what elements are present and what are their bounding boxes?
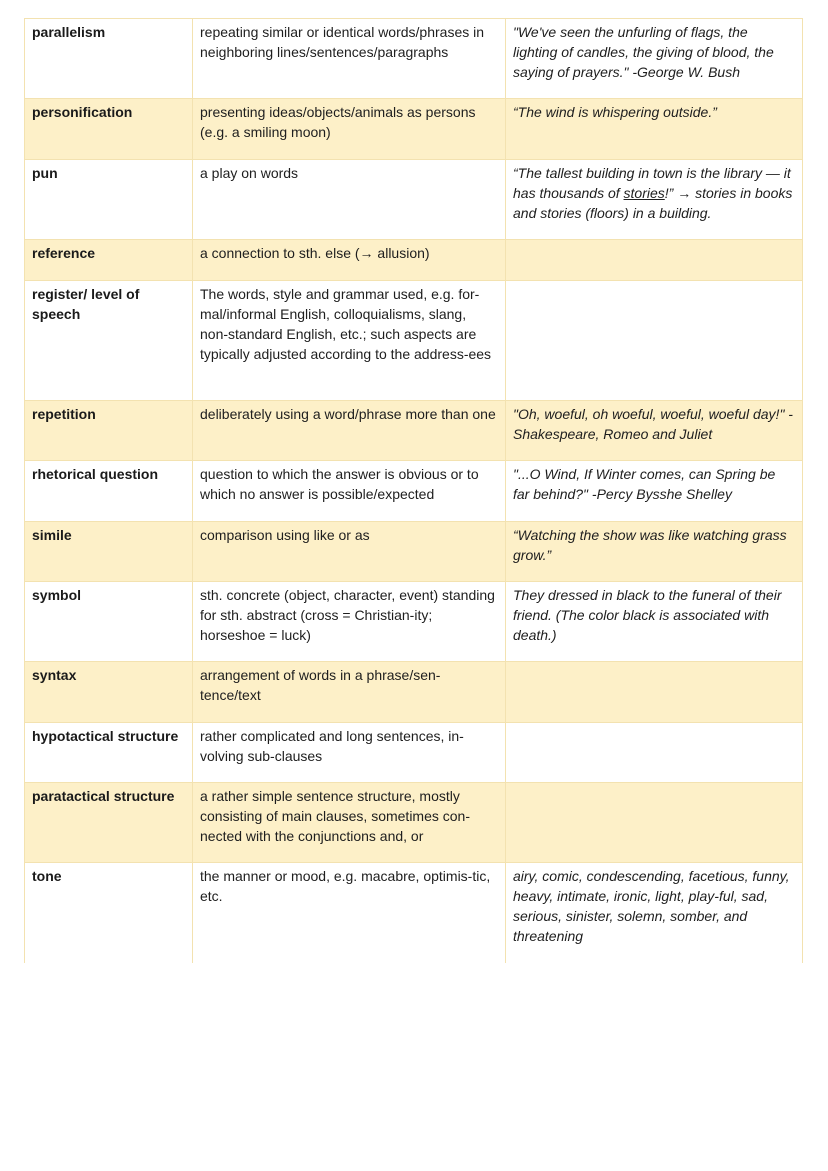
definition-cell: repeating similar or identical words/phrases in neighboring lines/sentences/paragraphs [193,19,506,99]
table-row [25,863,803,963]
definition-cell: arrangement of words in a phrase/sen-tence/text [193,662,506,723]
example-cell: "Oh, woeful, oh woeful, woeful, woeful day!" - Shakespeare, Romeo and Juliet [506,401,803,461]
table-row [25,19,803,99]
definition-cell: The words, style and grammar used, e.g. for-mal/informal English, colloquialisms, slang, non-standard English, etc.; such aspects are typically adjusted according to the address-ees [193,281,506,401]
example-cell [506,160,803,240]
table-row [25,240,803,281]
definition-cell: the manner or mood, e.g. macabre, optimis-tic, etc. [193,863,506,963]
example-cell: "We've seen the unfurling of flags, the lighting of candles, the giving of blood, the saying of prayers." -George W. Bush [506,19,803,99]
example-cell: “Watching the show was like watching grass grow.” [506,522,803,582]
example-text: !” → stories in books and stories (floors) in a building. [513,185,793,221]
definition-cell: a connection to sth. else (→ allusion) [193,240,506,281]
term-cell: symbol [25,582,193,662]
table-row [25,160,803,240]
table-row [25,783,803,863]
term-cell: paratactical structure [25,783,193,863]
example-cell [506,281,803,401]
term-cell: tone [25,863,193,963]
table-row [25,522,803,582]
definition-cell: a play on words [193,160,506,240]
example-cell [506,662,803,723]
example-cell: airy, comic, condescending, facetious, funny, heavy, intimate, ironic, light, play-ful, sad, serious, sinister, solemn, somber, and threatening [506,863,803,963]
term-cell: pun [25,160,193,240]
example-cell: “The wind is whispering outside.” [506,99,803,160]
definition-cell: comparison using like or as [193,522,506,582]
definition-cell: sth. concrete (object, character, event) standing for sth. abstract (cross = Christian-ity; horseshoe = luck) [193,582,506,662]
stylistic-devices-table [24,18,803,963]
table-row [25,461,803,522]
definition-cell: deliberately using a word/phrase more than one [193,401,506,461]
term-cell: parallelism [25,19,193,99]
definition-cell: rather complicated and long sentences, in-volving sub-clauses [193,723,506,783]
term-cell: reference [25,240,193,281]
underlined-word: stories [623,185,665,201]
term-cell: syntax [25,662,193,723]
table-row [25,281,803,401]
term-cell: personification [25,99,193,160]
term-cell: repetition [25,401,193,461]
definition-cell: a rather simple sentence structure, mostly consisting of main clauses, sometimes con-nected with the conjunctions and, or [193,783,506,863]
table-row [25,723,803,783]
table-row [25,99,803,160]
table-row [25,582,803,662]
example-cell [506,783,803,863]
example-cell: "...O Wind, If Winter comes, can Spring be far behind?" -Percy Bysshe Shelley [506,461,803,522]
term-cell: simile [25,522,193,582]
table-row [25,401,803,461]
term-cell: register/ level of speech [25,281,193,401]
table-row [25,662,803,723]
definition-cell: presenting ideas/objects/animals as persons (e.g. a smiling moon) [193,99,506,160]
example-text: “The tallest building in town is the library — it has thousands of [513,165,791,201]
term-cell: hypotactical structure [25,723,193,783]
example-cell [506,240,803,281]
example-cell [506,723,803,783]
definition-cell: question to which the answer is obvious or to which no answer is possible/expected [193,461,506,522]
example-cell: They dressed in black to the funeral of their friend. (The color black is associated with death.) [506,582,803,662]
term-cell: rhetorical question [25,461,193,522]
